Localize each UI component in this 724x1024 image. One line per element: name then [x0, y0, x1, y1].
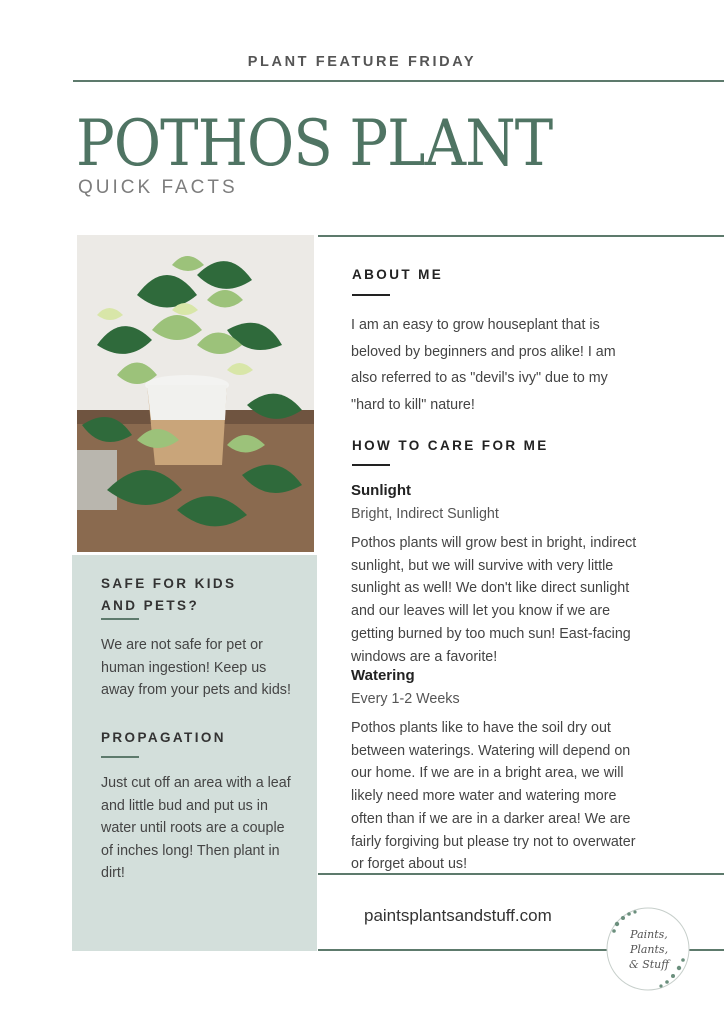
brand-logo [605, 906, 691, 992]
kicker-text: PLANT FEATURE FRIDAY [247, 54, 477, 70]
logo-line2: Plants, [629, 943, 669, 956]
logo-line3: & Stuff [628, 958, 670, 971]
safe-heading [101, 573, 236, 617]
safe-heading-line1: SAFE FOR KIDS [101, 576, 237, 591]
propagation-heading: PROPAGATION [101, 730, 226, 745]
sunlight-title: Sunlight [351, 482, 411, 499]
propagation-text: Just cut off an area with a leaf and little bud and put us in water until roots are a couple of inches long! Then plant in dirt! [101, 775, 291, 881]
logo-line1: Paints, [630, 928, 668, 941]
page-title: POTHOS PLANT [76, 107, 553, 181]
about-text: I am an easy to grow houseplant that is beloved by beginners and pros alike! I am also referred to as "devil's ivy" due to my "hard to kill" nature! [351, 317, 616, 413]
content-top-divider [318, 235, 724, 237]
header-divider [73, 80, 724, 82]
website-link[interactable]: paintsplantsandstuff.com [364, 906, 552, 925]
safe-heading-line2: AND PETS? [101, 598, 200, 613]
about-heading-rule [352, 294, 390, 296]
safe-heading-rule [101, 618, 139, 620]
safe-text: We are not safe for pet or human ingestion! Keep us away from your pets and kids! [101, 637, 291, 698]
page-subtitle: QUICK FACTS [78, 177, 238, 198]
propagation-heading-rule [101, 756, 139, 758]
pothos-plant-photo [77, 235, 314, 552]
care-heading-rule [352, 464, 390, 466]
watering-summary: Every 1-2 Weeks [351, 691, 460, 707]
about-heading: ABOUT ME [352, 267, 444, 282]
sunlight-summary: Bright, Indirect Sunlight [351, 506, 499, 522]
sunlight-text: Pothos plants will grow best in bright, indirect sunlight, but we will survive with very little sunlight as well! We don't like direct sunlight and our leaves will let you know if we are getting burned by too much sun! East-facing windows are a favorite! [351, 535, 637, 665]
care-heading: HOW TO CARE FOR ME [352, 438, 549, 453]
footer-top-divider [318, 873, 724, 875]
watering-text: Pothos plants like to have the soil dry out between waterings. Watering will depend on our home. If we are in a bright area, we will likely need more water and watering more often than if we are in a darker area! We are fairly forgiving but please try not to overwater or forget about us! [351, 720, 636, 873]
watering-title: Watering [351, 667, 415, 684]
